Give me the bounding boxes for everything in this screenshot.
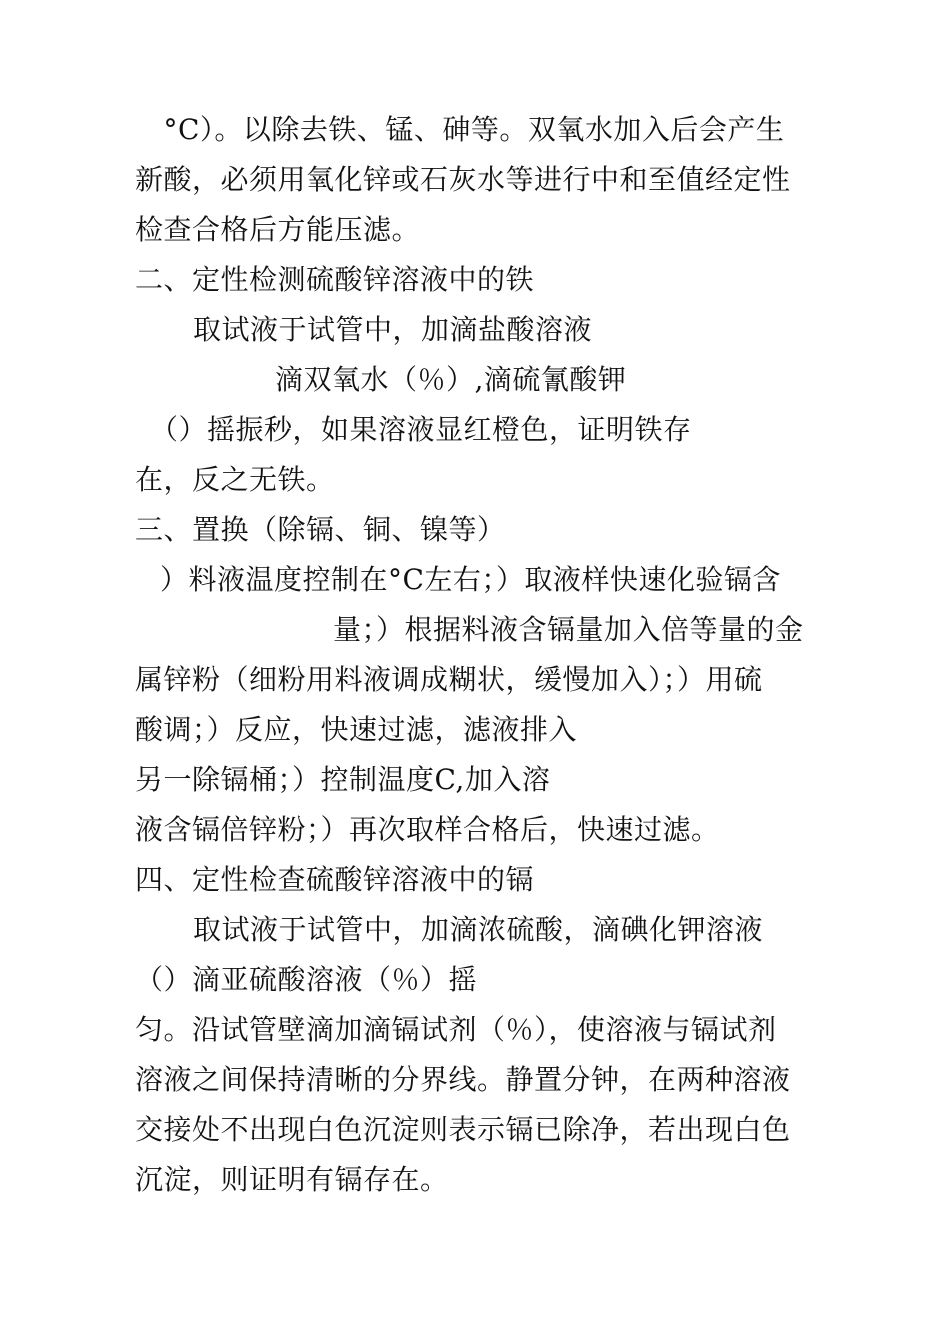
text-line: （）滴亚硫酸溶液（％）摇	[135, 963, 478, 996]
text-line: °C）。以除去铁、锰、砷等。双氧水加入后会产生	[135, 113, 785, 146]
text-line: 溶液之间保持清晰的分界线。静置分钟，在两种溶液	[135, 1063, 791, 1096]
text-line: 量；）根据料液含镉量加入倍等量的金	[333, 613, 804, 646]
section-heading: 二、定性检测硫酸锌溶液中的铁	[135, 263, 535, 296]
text-line: 另一除镉桶；）控制温度C,加入溶	[135, 763, 551, 796]
text-line: 取试液于试管中，加滴盐酸溶液	[193, 313, 593, 346]
text-line: 属锌粉（细粉用料液调成糊状，缓慢加入）；）用硫	[135, 663, 763, 696]
text-line: 酸调；）反应，快速过滤，滤液排入	[135, 713, 578, 746]
section-heading: 三、置换（除镉、铜、镍等）	[135, 513, 506, 546]
text-line: 沉淀，则证明有镉存在。	[135, 1163, 449, 1196]
text-line: 交接处不出现白色沉淀则表示镉已除净，若出现白色	[135, 1113, 791, 1146]
section-heading: 四、定性检查硫酸锌溶液中的镉	[135, 863, 535, 896]
text-line: 取试液于试管中，加滴浓硫酸，滴碘化钾溶液	[193, 913, 764, 946]
text-line: ）料液温度控制在°C左右；）取液样快速化验镉含	[160, 563, 781, 596]
text-line: 新酸，必须用氧化锌或石灰水等进行中和至值经定性	[135, 163, 791, 196]
text-line: 液含镉倍锌粉；）再次取样合格后，快速过滤。	[135, 813, 720, 846]
text-line: 滴双氧水（％）,滴硫氰酸钾	[275, 363, 627, 396]
text-line: 匀。沿试管壁滴加滴镉试剂（％），使溶液与镉试剂	[135, 1013, 777, 1046]
text-line: 检查合格后方能压滤。	[135, 213, 421, 246]
text-line: （）摇振秒，如果溶液显红橙色，证明铁存	[150, 413, 692, 446]
text-line: 在，反之无铁。	[135, 463, 335, 496]
